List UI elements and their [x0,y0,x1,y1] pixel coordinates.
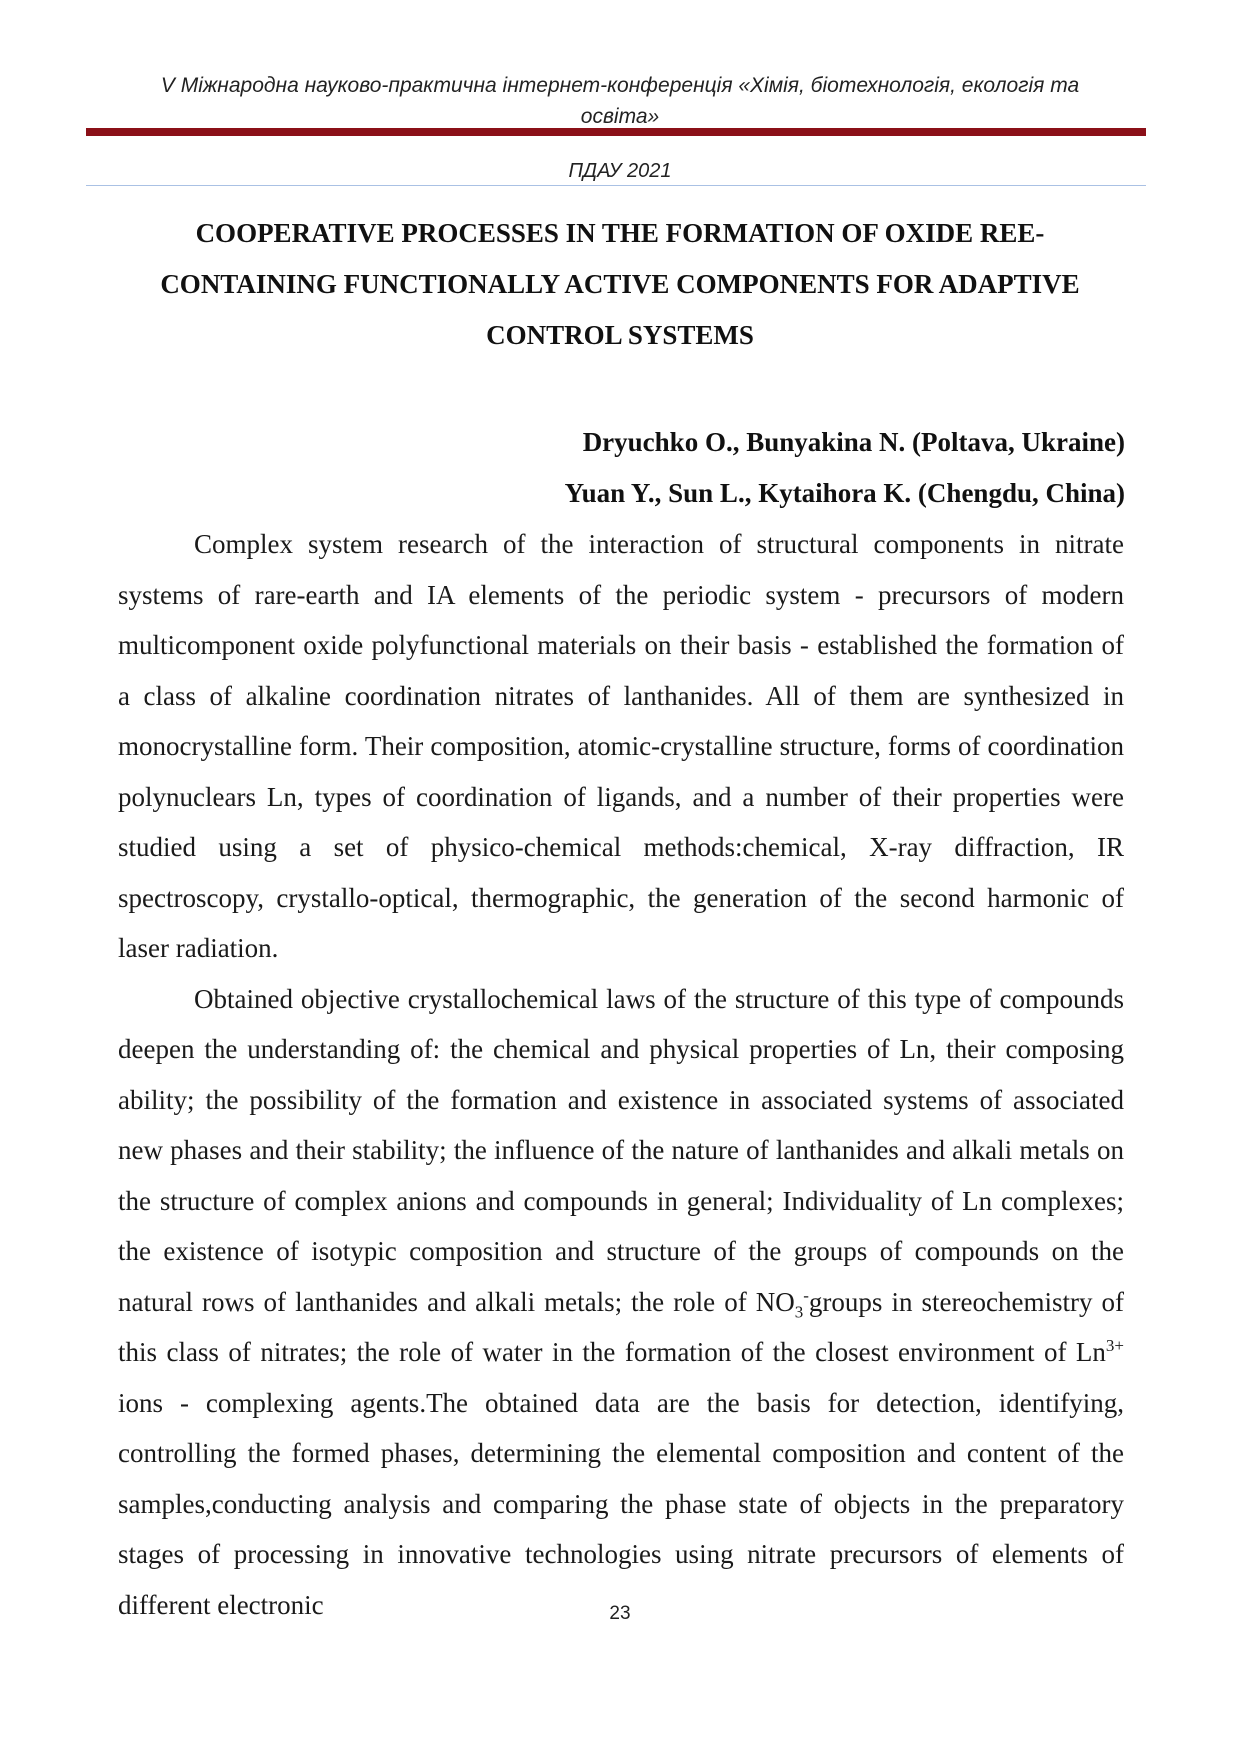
paragraph-2 [118,974,1124,1631]
author-line-2: Yuan Y., Sun L., Kytaihora K. (Chengdu, China) [564,478,1125,508]
paper-title: COOPERATIVE PROCESSES IN THE FORMATION OF OXIDE REE-CONTAINING FUNCTIONALLY ACTIVE COMPONENTS FOR ADAPTIVE CONTROL SYSTEMS [160,218,1080,350]
paragraph-2-part-c: ions - complexing agents.The obtained data are the basis for detection, identifying, controlling the formed phases, determining the elemental composition and content of the samples,conducting analysis and comparing the phase state of objects in the preparatory stages of processing in innovative technologies using nitrate precursors of elements of different electronic [118,1387,1124,1620]
header-thin-divider [86,185,1146,186]
body-text [118,519,1124,1630]
superscript-3plus: 3+ [1105,1336,1124,1355]
paragraph-1: Complex system research of the interaction of structural components in nitrate systems of rare-earth and IA elements of the periodic system - precursors of modern multicomponent oxide polyfunctional materials on their basis - established the formation of a class of alkaline coordination nitrates of lanthanides. All of them are synthesized in monocrystalline form. Their composition, atomic-crystalline structure, forms of coordination polynuclears Ln, types of coordination of ligands, and a number of their properties were studied using a set of physico-chemical methods:chemical, X-ray diffraction, IR spectroscopy, crystallo-optical, thermographic, the generation of the second harmonic of laser radiation. [118,529,1124,963]
conference-header: V Міжнародна науково-практична інтернет-конференція «Хімія, біотехнологія, екологія та освіта» [160,74,1080,128]
superscript-minus: - [803,1285,809,1305]
header-divider [86,128,1146,136]
author-line-1: Dryuchko O., Bunyakina N. (Poltava, Ukraine) [582,427,1125,457]
subscript-3: 3 [794,1301,804,1321]
paragraph-2-part-b: groups in stereochemistry of this class of nitrates; the role of water in the formation of the closest environment of Ln [118,1286,1124,1367]
header-subtitle: ПДАУ 2021 [568,160,672,182]
page-number: 23 [609,1603,631,1624]
paragraph-2-part-a: Obtained objective crystallochemical laws of the structure of this type of compounds deepen the understanding of: the chemical and physical properties of Ln, their composing ability; the possibility of the formation and existence in associated systems of associated new phases and their stability; the influence of the nature of lanthanides and alkali metals on the structure of complex anions and compounds in general; Individuality of Ln complexes; the existence of isotypic composition and structure of the groups of compounds on the natural rows of lanthanides and alkali metals; the role of NO [118,983,1124,1317]
author-list [565,417,1125,519]
